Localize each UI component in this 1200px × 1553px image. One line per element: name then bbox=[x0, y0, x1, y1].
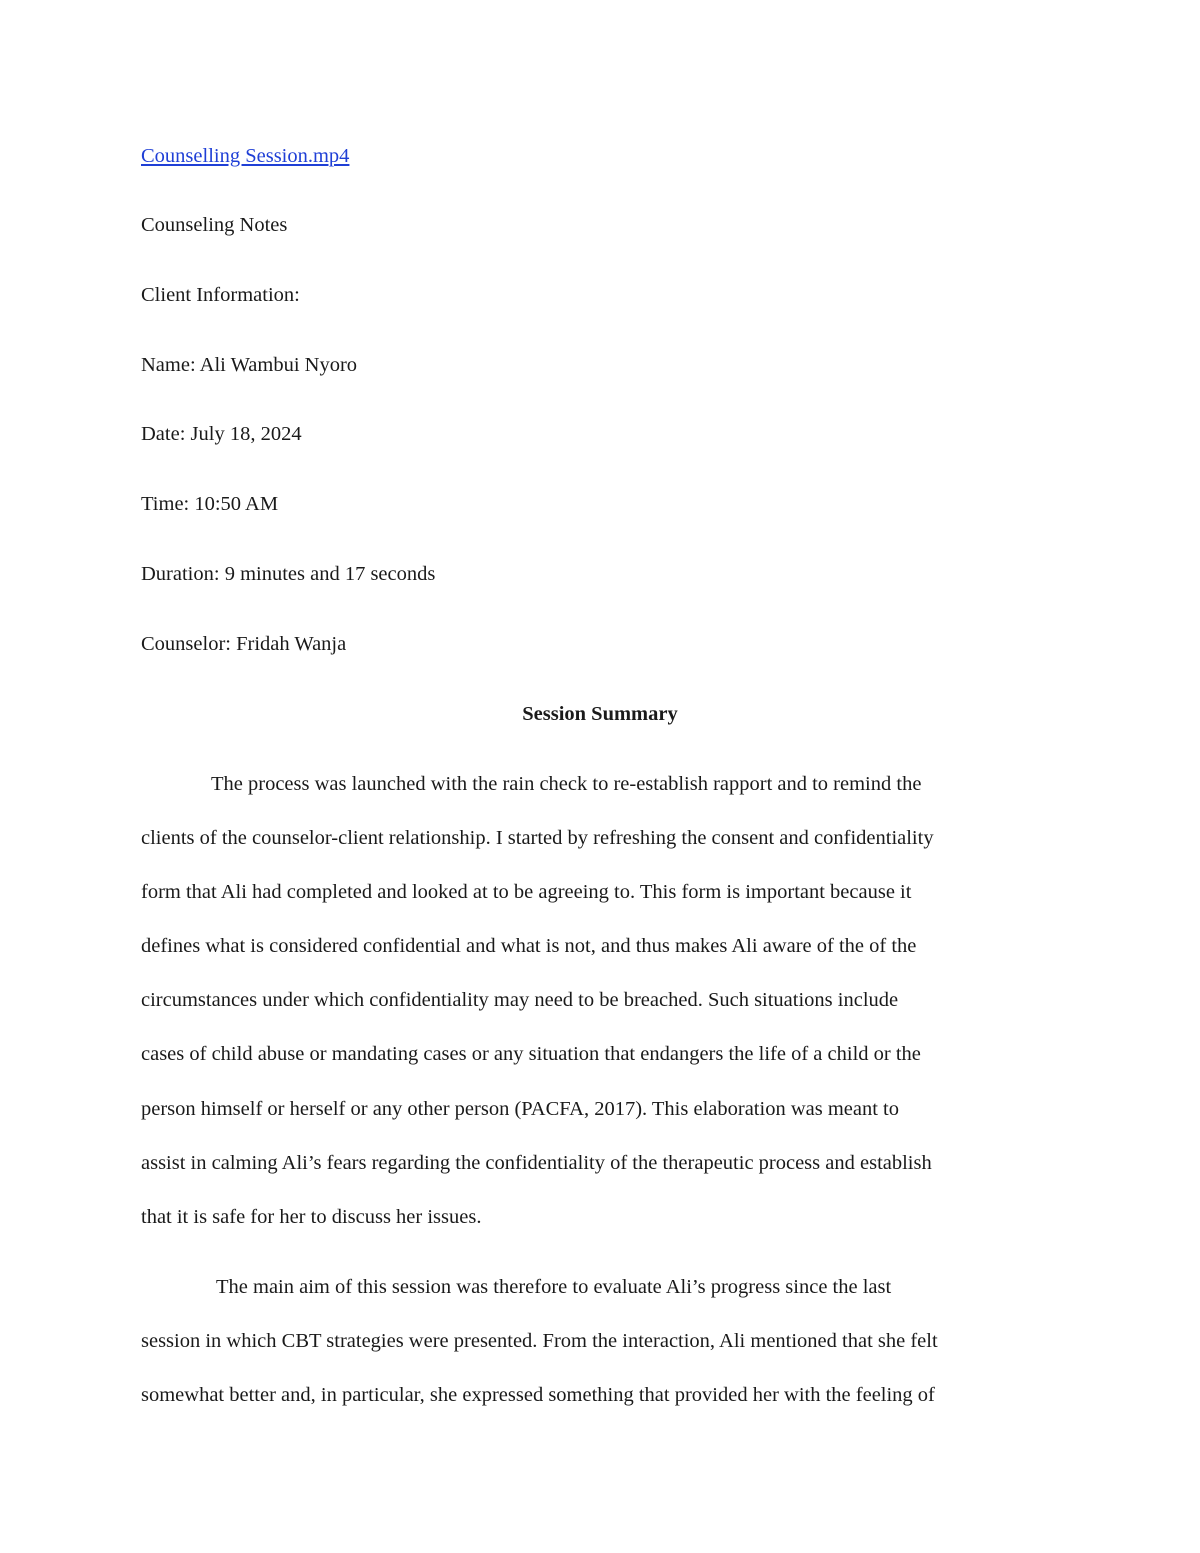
paragraph-line: clients of the counselor-client relationship. I started by refreshing the consent and confidentiality bbox=[141, 827, 934, 849]
video-file-link[interactable]: Counselling Session.mp4 bbox=[141, 145, 350, 167]
paragraph-line: The main aim of this session was therefore to evaluate Ali’s progress since the last bbox=[216, 1276, 892, 1298]
paragraph-line: session in which CBT strategies were presented. From the interaction, Ali mentioned that she felt bbox=[141, 1330, 938, 1352]
paragraph-line: The process was launched with the rain check to re-establish rapport and to remind the bbox=[211, 773, 922, 795]
session-summary-heading: Session Summary bbox=[522, 703, 678, 725]
paragraph-line: somewhat better and, in particular, she expressed something that provided her with the feeling of bbox=[141, 1384, 935, 1406]
session-time: Time: 10:50 AM bbox=[141, 493, 279, 515]
client-information-label: Client Information: bbox=[141, 284, 300, 306]
client-name: Name: Ali Wambui Nyoro bbox=[141, 354, 358, 376]
paragraph-line: circumstances under which confidentiality may need to be breached. Such situations include bbox=[141, 989, 899, 1011]
session-date: Date: July 18, 2024 bbox=[141, 423, 302, 445]
paragraph-line: assist in calming Ali’s fears regarding the confidentiality of the therapeutic process and establish bbox=[141, 1152, 932, 1174]
paragraph-line: form that Ali had completed and looked at to be agreeing to. This form is important because it bbox=[141, 881, 912, 903]
paragraph-line: that it is safe for her to discuss her issues. bbox=[141, 1206, 482, 1228]
session-duration: Duration: 9 minutes and 17 seconds bbox=[141, 563, 436, 585]
paragraph-line: person himself or herself or any other person (PACFA, 2017). This elaboration was meant to bbox=[141, 1098, 899, 1120]
document-title: Counseling Notes bbox=[141, 214, 288, 236]
counselor-name: Counselor: Fridah Wanja bbox=[141, 633, 347, 655]
paragraph-line: cases of child abuse or mandating cases or any situation that endangers the life of a child or the bbox=[141, 1043, 921, 1065]
paragraph-line: defines what is considered confidential and what is not, and thus makes Ali aware of the of the bbox=[141, 935, 917, 957]
